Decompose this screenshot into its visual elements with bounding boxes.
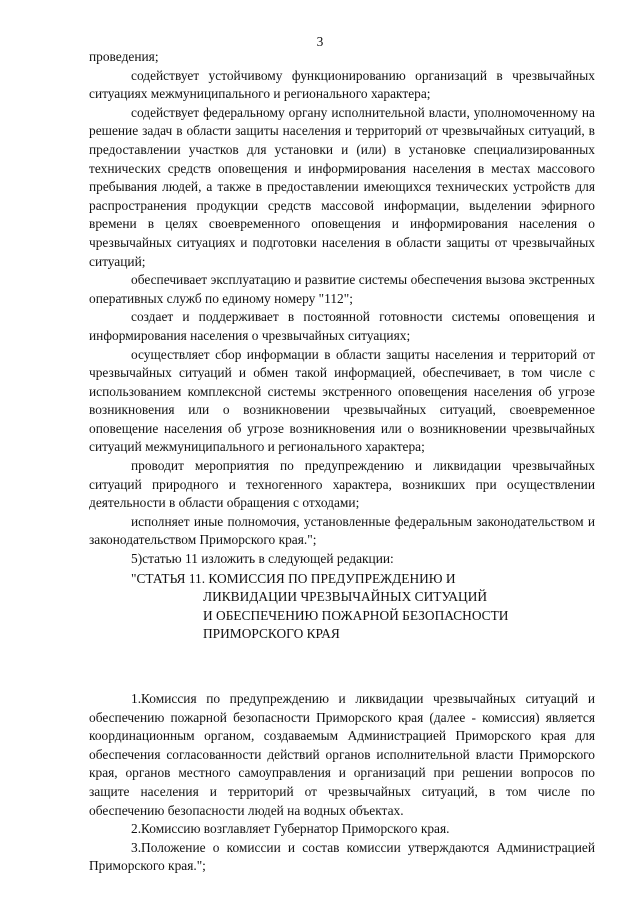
paragraph: проведения; [89, 49, 159, 64]
document-body [89, 48, 595, 876]
article-heading-line: ЛИКВИДАЦИИ ЧРЕЗВЫЧАЙНЫХ СИТУАЦИЙ [203, 589, 488, 605]
page-number: 3 [316, 34, 324, 49]
paragraph: проводит мероприятия по предупреждению и ликвидации чрезвычайных ситуаций природного и техногенного характера, возникших при осуществлении деятельности в области обращения с отходами; [89, 458, 595, 511]
paragraph: 5)статью 11 изложить в следующей редакции: [131, 551, 394, 567]
paragraph: осуществляет сбор информации в области защиты населения и территорий от чрезвычайных ситуаций и обмен такой информацией, обеспечивает, в том числе с использованием комплексной системы экстренного оповещения населения об угрозе возникновения или о возникновении чрезвычайных ситуаций, своевременное оповещение населения об угрозе возникновения или о возникновении чрезвычайных ситуаций межмуниципального и регионального характера; [89, 346, 595, 455]
section-spacer [89, 644, 595, 690]
article-heading-line: "СТАТЬЯ 11. КОМИССИЯ ПО ПРЕДУПРЕЖДЕНИЮ И [131, 570, 456, 586]
paragraph: содействует федеральному органу исполнительной власти, уполномоченному на решение задач в области защиты населения и территорий от чрезвычайных ситуаций, в предоставлении участков для установки и (или) в установке специализированных технических средств оповещения и информирования населения в местах массового пребывания людей, а также в предоставлении имеющихся технических устройств для распространения продукции средств массовой информации, выделении эфирного времени в целях своевременного оповещения и информирования населения о чрезвычайных ситуациях и подготовки населения в области защиты от чрезвычайных ситуаций; [89, 104, 595, 269]
paragraph: 1.Комиссия по предупреждению и ликвидации чрезвычайных ситуаций и обеспечению пожарной безопасности Приморского края (далее - комиссия) является координационным органом, создаваемым Администрацией Приморского края для обеспечения согласованности действий органов исполнительной власти Приморского края, органов местного самоуправления и организаций при решении вопросов по защите населения и территорий от чрезвычайных ситуаций, в том числе по обеспечению безопасности людей на водных объектах. [89, 691, 595, 818]
paragraph: содействует устойчивому функционированию организаций в чрезвычайных ситуациях межмуниципального и регионального характера; [89, 67, 595, 102]
paragraph: исполняет иные полномочия, установленные федеральным законодательством и законодательством Приморского края."; [89, 513, 595, 548]
paragraph: 3.Положение о комиссии и состав комиссии утверждаются Администрацией Приморского края."; [89, 839, 595, 874]
paragraph: создает и поддерживает в постоянной готовности системы оповещения и информирования населения о чрезвычайных ситуациях; [89, 309, 595, 343]
paragraph: 2.Комиссию возглавляет Губернатор Приморского края. [131, 821, 450, 837]
article-heading [89, 570, 595, 644]
article-heading-line: ПРИМОРСКОГО КРАЯ [203, 626, 340, 642]
article-heading-line: И ОБЕСПЕЧЕНИЮ ПОЖАРНОЙ БЕЗОПАСНОСТИ [203, 607, 509, 623]
paragraph: обеспечивает эксплуатацию и развитие системы обеспечения вызова экстренных оперативных служб по единому номеру "112"; [89, 272, 595, 306]
